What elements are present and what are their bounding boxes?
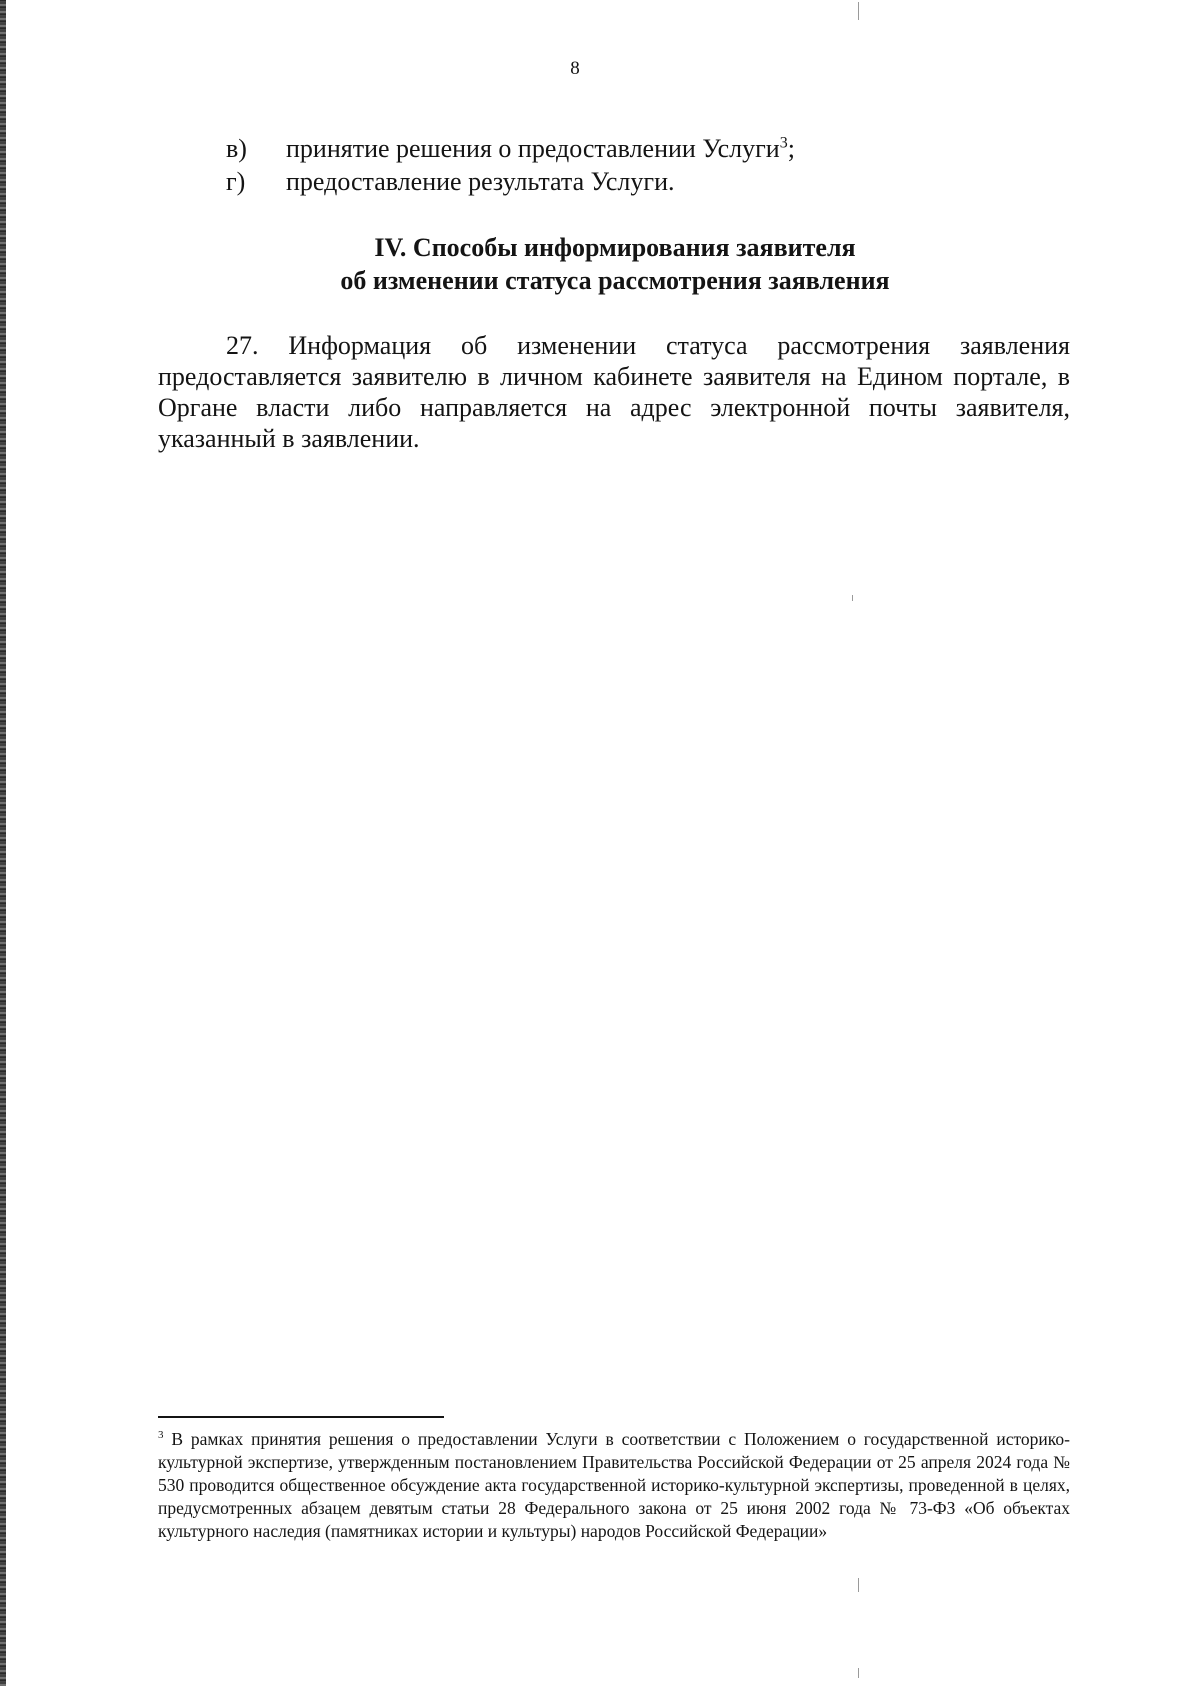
list-item-v (226, 133, 795, 164)
list-marker: в) (226, 134, 247, 163)
list-marker: г) (226, 167, 246, 196)
footnote-ref[interactable]: 3 (779, 134, 788, 152)
section-heading-line: об изменении статуса рассмотрения заявления (340, 266, 890, 295)
footnote-divider (158, 1416, 444, 1418)
list-item-text: принятие решения о предоставлении Услуги (286, 134, 780, 163)
footnote-text: В рамках принятия решения о предоставлении Услуги в соответствии с Положением о государственной историко-культурной экспертизе, утвержденным постановлением Правительства Российской Федерации от 25 апреля 2024 года № 530 проводится общественное обсуждение акта государственной историко-культурной экспертизы, проведенной в целях, предусмотренных абзацем девятым статьи 28 Федерального закона от 25 июня 2002 года № 73-ФЗ «Об объектах культурного наследия (памятниках истории и культуры) народов Российской Федерации» (158, 1429, 1070, 1541)
section-heading-line: IV. Способы информирования заявителя (374, 233, 856, 262)
list-item-text: предоставление результата Услуги. (286, 167, 675, 196)
scan-speck (858, 1578, 859, 1592)
section-heading (160, 231, 1070, 297)
list-item-g (226, 166, 675, 197)
footnote-number: 3 (158, 1429, 164, 1442)
scan-speck (852, 595, 853, 601)
scan-speck (858, 2, 859, 20)
footnote (158, 1428, 1070, 1543)
scan-speck (858, 1668, 859, 1678)
page-number: 8 (570, 58, 580, 79)
list-item-trailing: ; (787, 134, 795, 163)
paragraph-27: 27. Информация об изменении статуса рассмотрения заявления предоставляется заявителю в личном кабинете заявителя на Едином портале, в Органе власти либо направляется на адрес электронной почты заявителя, указанный в заявлении. (158, 331, 1070, 453)
scan-edge (0, 0, 6, 1686)
